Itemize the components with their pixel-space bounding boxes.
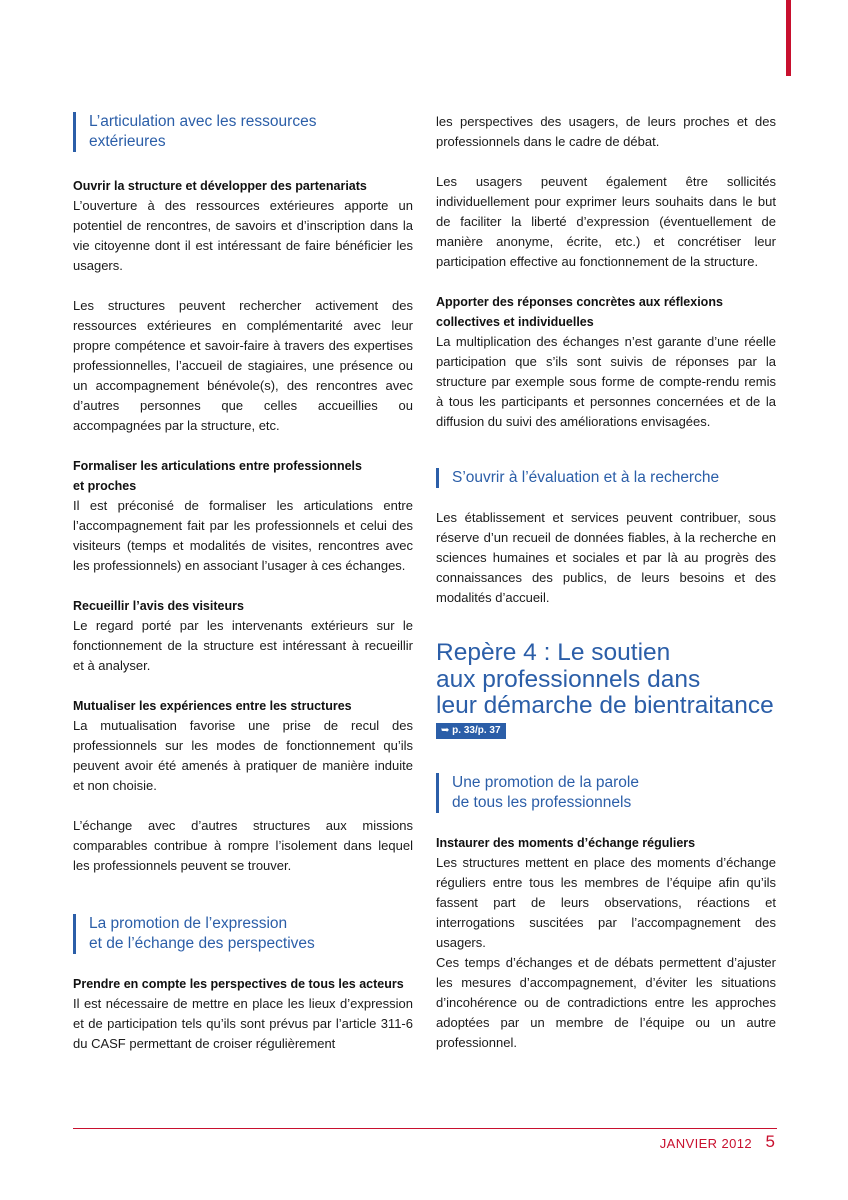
main-heading-line: aux professionnels dans (436, 665, 701, 693)
paragraph: les perspectives des usagers, de leurs proches et des professionnels dans le cadre de débat. (436, 114, 776, 149)
subheading: Instaurer des moments d’échange réguliers (436, 835, 696, 850)
paragraph: Il est préconisé de formaliser les articulations entre l’accompagnement fait par les professionnels et celui des visiteurs (temps et modalités de visites, rencontres avec les professionnels) en associant l’usager à ces échanges. (73, 498, 413, 573)
subheading-line: Formaliser les articulations entre professionnels (73, 459, 362, 473)
paragraph: Le regard porté par les intervenants extérieurs sur le fonctionnement de la structure est intéressant à recueillir et à analyser. (73, 618, 413, 673)
heading-line: de tous les professionnels (452, 793, 632, 811)
heading-promotion-expression (73, 914, 413, 954)
footer-rule (73, 1128, 777, 1129)
subheading-line: et proches (73, 479, 137, 493)
subheading: Recueillir l’avis des visiteurs (73, 599, 244, 613)
heading-ressources-exterieures (73, 112, 413, 152)
page-number: 5 (765, 1132, 775, 1151)
paragraph: Ces temps d’échanges et de débats permettent d’ajuster les mesures d’accompagnement, d’éviter les situations d’incohérence ou de contradictions entre les approches adoptées par un membre de l’équipe ou un autre professionnel. (436, 954, 776, 1050)
main-heading-repere-4 (436, 640, 776, 720)
paragraph: Les établissement et services peuvent contribuer, sous réserve d’un recueil de données fiables, à la recherche en sciences humaines et sociales et par là au progrès des connaissances des publics, de leurs besoins et des modalités d’accueil. (436, 510, 776, 605)
subheading: Prendre en compte les perspectives de tous les acteurs (73, 977, 404, 991)
paragraph: Les structures peuvent rechercher activement des ressources extérieures en complémentarité avec leur propre compétence et savoir-faire à travers des expertises professionnelles, l’accueil de stagiaires, une présence ou un accompagnement bénévole(s), des rencontres avec d’autres personnes que celles accueillies ou accompagnées par la structure, etc. (73, 298, 413, 433)
paragraph: La multiplication des échanges n’est garante d’une réelle participation que s’ils sont suivis de réponses par la structure par exemple sous forme de compte-rendu remis à tous les participants et personnes concernées et de la diffusion du suivi des améliorations envisagées. (436, 334, 776, 429)
heading-line: La promotion de l’expression (89, 915, 288, 932)
paragraph: L’échange avec d’autres structures aux missions comparables contribue à rompre l’isolement dans lequel les professionnels peuvent se trouver. (73, 818, 413, 873)
paragraph: Il est nécessaire de mettre en place les lieux d’expression et de participation tels qu’ils sont prévus par l’article 311-6 du CASF permettant de croiser régulièrement (73, 996, 413, 1051)
heading-promotion-parole (436, 773, 776, 813)
footer-date: JANVIER 2012 (659, 1136, 752, 1151)
heading-line: Une promotion de la parole (452, 773, 639, 791)
main-heading-line: Repère 4 : Le soutien (436, 639, 671, 666)
heading-line: et de l’échange des perspectives (89, 935, 315, 952)
page-reference-badge: ➥ p. 33/p. 37 (436, 723, 506, 739)
subheading (436, 292, 776, 332)
heading-line: extérieures (89, 133, 166, 150)
heading-line: L’articulation avec les ressources (89, 113, 317, 130)
paragraph: Les structures mettent en place des moments d’échange réguliers entre tous les membres de l’équipe afin qu’ils fassent part de leurs observations, réactions et interrogations suscitées par l’accompagnement des usagers. (436, 854, 776, 950)
paragraph: Les usagers peuvent également être sollicités individuellement pour exprimer leurs souhaits dans le but de faciliter la liberté d’expression (éventuellement de manière anonyme, écrite, etc.) et concrétiser leur participation effective au fonctionnement de la structure. (436, 174, 776, 269)
subheading (73, 456, 413, 496)
right-column (436, 112, 776, 1053)
paragraph: L’ouverture à des ressources extérieures apporte un potentiel de rencontres, de savoirs et d’inscription dans la vie citoyenne dont il est intéressant de faire bénéficier les usagers. (73, 198, 413, 273)
subheading-line: Apporter des réponses concrètes aux réflexions (436, 295, 723, 309)
paragraph: La mutualisation favorise une prise de recul des professionnels sur les modes de fonctionnement qu’ils peuvent avoir été amenés à pratiquer de manière induite et non choisie. (73, 718, 413, 793)
heading-evaluation-recherche: S’ouvrir à l’évaluation et à la recherche (436, 468, 776, 488)
corner-accent-bar (786, 0, 791, 76)
subheading-line: collectives et individuelles (436, 315, 594, 329)
main-heading-line: leur démarche de bientraitance (436, 692, 774, 719)
subheading: Ouvrir la structure et développer des partenariats (73, 179, 367, 193)
subheading: Mutualiser les expériences entre les structures (73, 699, 352, 713)
left-column (73, 112, 413, 1054)
